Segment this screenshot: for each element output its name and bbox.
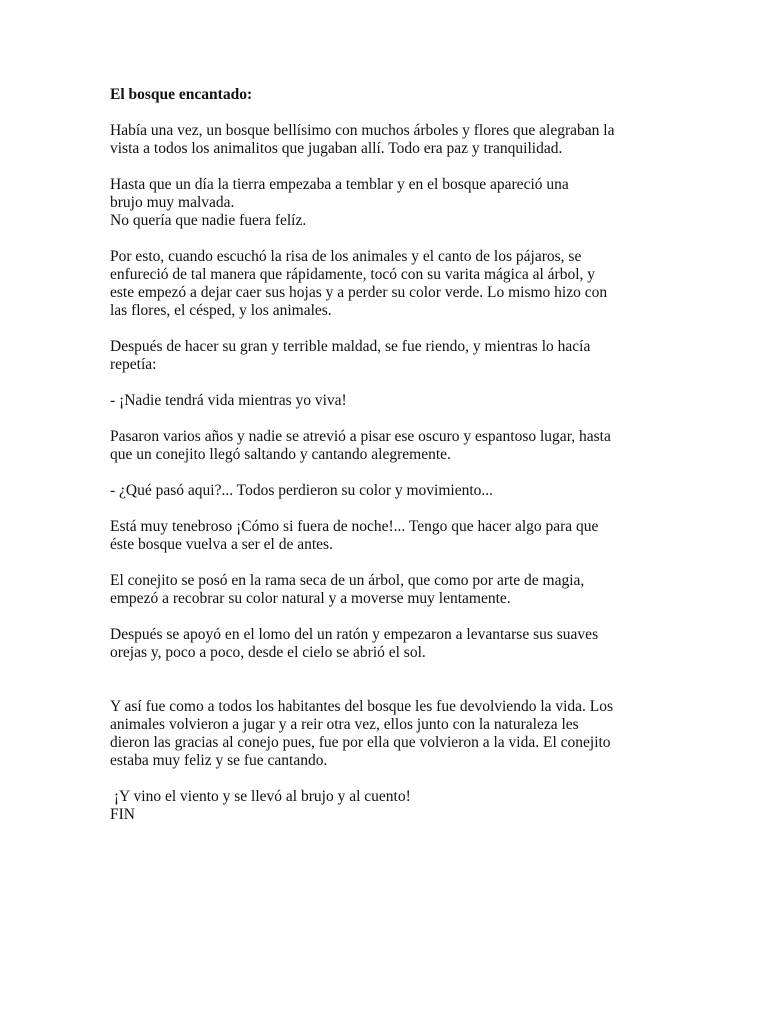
paragraph-line: - ¿Qué pasó aqui?... Todos perdieron su color y movimiento... (110, 482, 494, 499)
paragraph-line: - ¡Nadie tendrá vida mientras yo viva! (110, 392, 347, 409)
paragraph-line: las flores, el césped, y los animales. (110, 302, 332, 319)
paragraph-10 (110, 626, 670, 662)
paragraph-line: Y así fue como a todos los habitantes del bosque les fue devolviendo la vida. Los (110, 698, 614, 715)
paragraph-line: estaba muy feliz y se fue cantando. (110, 752, 328, 769)
paragraph-7 (110, 482, 670, 500)
paragraph-line: empezó a recobrar su color natural y a moverse muy lentamente. (110, 590, 511, 607)
paragraph-line: Pasaron varios años y nadie se atrevió a pisar ese oscuro y espantoso lugar, hasta (110, 428, 611, 445)
paragraph-line: Después de hacer su gran y terrible maldad, se fue riendo, y mientras lo hacía (110, 338, 591, 355)
paragraph-line: ¡Y vino el viento y se llevó al brujo y al cuento! (110, 788, 411, 805)
paragraph-line: que un conejito llegó saltando y cantando alegremente. (110, 446, 451, 463)
paragraph-line: repetía: (110, 356, 157, 373)
paragraph-line: Hasta que un día la tierra empezaba a temblar y en el bosque apareció una (110, 176, 569, 193)
paragraph-3 (110, 248, 670, 320)
paragraph-line: Por esto, cuando escuchó la risa de los animales y el canto de los pájaros, se (110, 248, 582, 265)
paragraph-line: El conejito se posó en la rama seca de un árbol, que como por arte de magia, (110, 572, 585, 589)
paragraph-8 (110, 518, 670, 554)
paragraph-line: este empezó a dejar caer sus hojas y a perder su color verde. Lo mismo hizo con (110, 284, 608, 301)
paragraph-line: enfureció de tal manera que rápidamente, tocó con su varita mágica al árbol, y (110, 266, 596, 283)
paragraph-4 (110, 338, 670, 374)
paragraph-line: dieron las gracias al conejo pues, fue por ella que volvieron a la vida. El conejito (110, 734, 611, 751)
paragraph-line: vista a todos los animalitos que jugaban allí. Todo era paz y tranquilidad. (110, 140, 563, 157)
document-title: El bosque encantado: (110, 86, 253, 103)
paragraph-line: No quería que nadie fuera felíz. (110, 212, 307, 229)
paragraph-line: Después se apoyó en el lomo del un ratón y empezaron a levantarse sus suaves (110, 626, 599, 643)
paragraph-line: animales volvieron a jugar y a reir otra vez, ellos junto con la naturaleza les (110, 716, 579, 733)
paragraph-6 (110, 428, 670, 464)
paragraph-5 (110, 392, 670, 410)
paragraph-line: éste bosque vuelva a ser el de antes. (110, 536, 333, 553)
paragraph-line: Está muy tenebroso ¡Cómo si fuera de noche!... Tengo que hacer algo para que (110, 518, 599, 535)
paragraph-11 (110, 698, 670, 770)
document-page (110, 86, 670, 824)
paragraph-1 (110, 122, 670, 158)
paragraph-12 (110, 788, 670, 824)
paragraph-2 (110, 176, 670, 230)
paragraph-9 (110, 572, 670, 608)
paragraph-line: Había una vez, un bosque bellísimo con muchos árboles y flores que alegraban la (110, 122, 615, 139)
paragraph-line: orejas y, poco a poco, desde el cielo se abrió el sol. (110, 644, 426, 661)
paragraph-line: brujo muy malvada. (110, 194, 235, 211)
paragraph-line: FIN (110, 806, 135, 823)
